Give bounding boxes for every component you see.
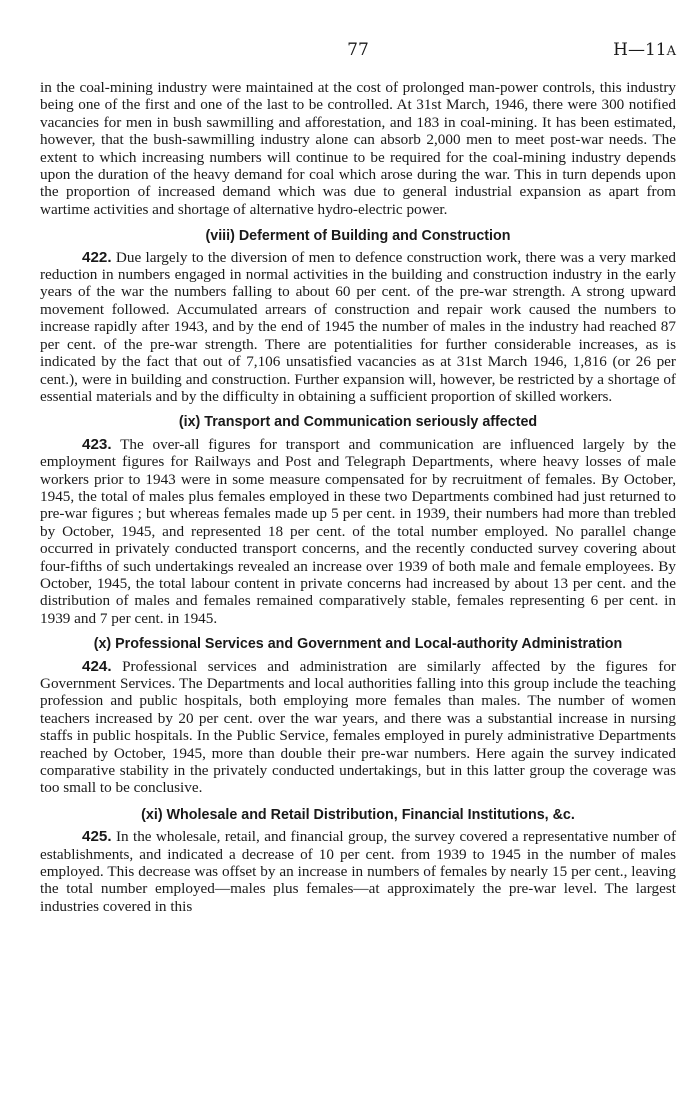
document-body	[40, 79, 676, 915]
page-number: 77	[347, 40, 369, 60]
paragraph-text: Due largely to the diversion of men to defence construction work, there was a very marked reduction in numbers engaged in normal activities in the building and construction industry in the early years of the war the numbers falling to about 60 per cent. of the pre-war strength. A strong upward movement followed. Accumulated arrears of construction and repair work caused the numbers to increase rapidly after 1943, and by the end of 1945 the number of males in the industry had reached 87 per cent. of the pre-war strength. There are potentialities for further considerable increases, as is indicated by the fact that out of 7,106 unsatisfied vacancies as at 31st March 1946, 1,816 (or 26 per cent.), were in building and construction. Further expansion will, however, be restricted by a shortage of essential materials and by the difficulty in obtaining a sufficient proportion of skilled workers.	[40, 248, 677, 405]
section-heading-viii: (viii) Deferment of Building and Construction	[205, 228, 511, 245]
section-heading-xi: (xi) Wholesale and Retail Distribution, Financial Institutions, &c.	[141, 806, 575, 823]
document-reference	[613, 40, 676, 60]
paragraph-text: In the wholesale, retail, and financial group, the survey covered a representative number of establishments, and indicated a decrease of 10 per cent. from 1939 to 1945 in the number of males employed. This decrease was offset by an increase in numbers of females by nearly 15 per cent., leaving the total number employed—males plus females—at approximately the pre-war level. The largest industries covered in this	[40, 828, 677, 915]
paragraph-number: 424.	[82, 657, 112, 675]
paragraph-424	[40, 658, 676, 797]
paragraph-422	[40, 249, 676, 406]
document-reference-main: H—11	[613, 40, 667, 60]
paragraph-number: 425.	[82, 828, 112, 846]
page-header	[40, 40, 676, 64]
paragraph-text: The over-all figures for transport and communication are influenced largely by the employment figures for Railways and Post and Telegraph Departments, where heavy losses of male workers prior to 1943 were in some measure compensated for by recruitment of females. By October, 1945, the total of males plus females employed in these two Departments combined had just returned to pre-war figures ; but whereas females made up 5 per cent. in 1939, their numbers had more than trebled by October, 1945, and represented 18 per cent. of the total number employed. No parallel change occurred in privately conducted transport concerns, and the recently conducted survey covering about four-fifths of such undertakings revealed an increase over 1939 of both male and female employees. By October, 1945, the total labour content in private concerns had increased by about 13 per cent. and the distribution of males and females remained comparatively stable, females representing 6 per cent. in 1939 and 7 per cent. in 1945.	[40, 435, 676, 627]
paragraph-text: Professional services and administration are similarly affected by the figures for Government Services. The Departments and local authorities falling into this group include the teaching profession and public hospitals, both employing more females than males. The number of women teachers increased by 20 per cent. over the war years, and there was a substantial increase in nursing staffs in public hospitals. In the Public Service, females employed in purely administrative Departments reached by October, 1945, more than double their pre-war numbers. Here again the survey indicated comparative stability in the privately conducted undertakings, but in this latter group the coverage was too small to be conclusive.	[40, 657, 676, 797]
paragraph-425	[40, 828, 676, 915]
paragraph-number: 423.	[82, 435, 112, 453]
intro-paragraph: in the coal-mining industry were maintained at the cost of prolonged man-power controls, this industry being one of the first and one of the last to be controlled. At 31st March, 1946, there were 300 notified vacancies for men in bush sawmilling and afforestation, and 183 in coal-mining. It has been estimated, however, that the bush-sawmilling industry alone can absorb 2,000 men to meet post-war needs. The extent to which increasing numbers will continue to be required for the coal-mining industry depends upon the duration of the heavy demand for coal which arose during the war. This in turn depends upon the proportion of increased demand which was due to general industrial expansion as apart from wartime activities and shortage of alternative hydro-electric power.	[40, 79, 676, 218]
document-reference-suffix: A	[666, 44, 676, 59]
section-heading-x: (x) Professional Services and Government and Local-authority Administration	[93, 636, 623, 653]
paragraph-number: 422.	[82, 248, 112, 266]
paragraph-423	[40, 436, 676, 627]
section-heading-ix: (ix) Transport and Communication seriously affected	[178, 414, 538, 431]
